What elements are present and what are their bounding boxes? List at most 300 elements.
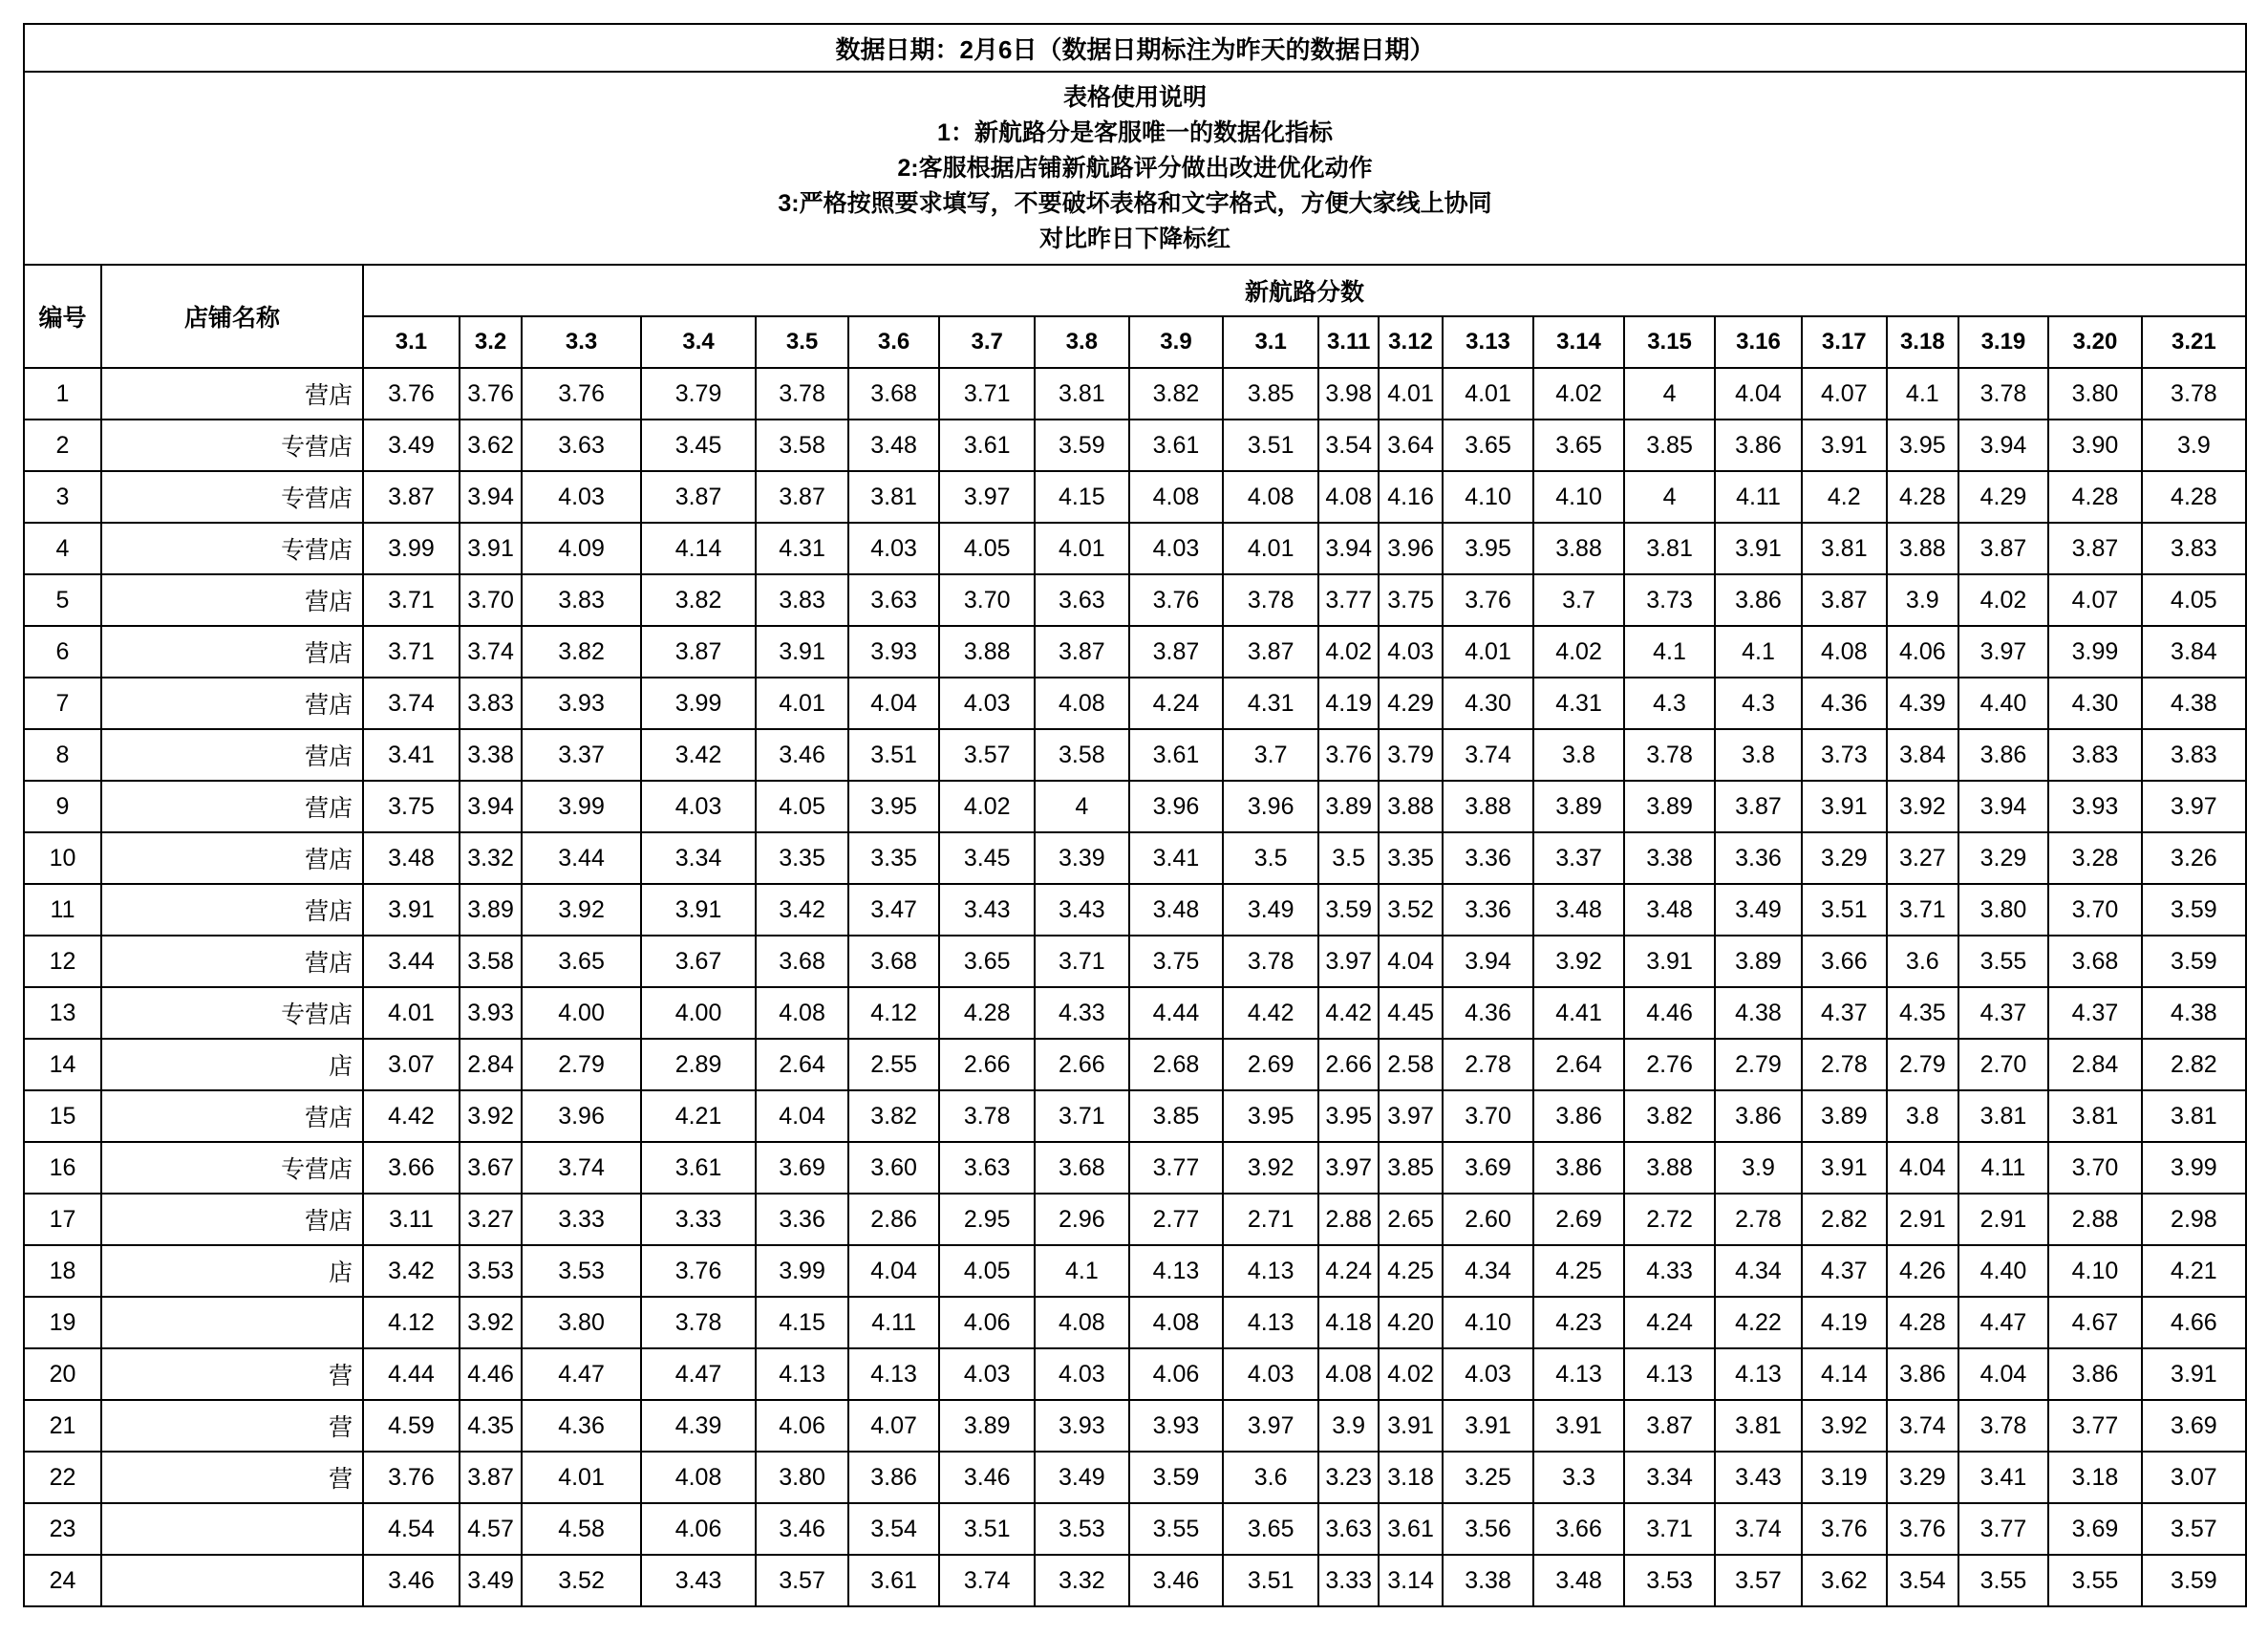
score-cell: 3.93 [848, 626, 940, 678]
notes-line-4: 对比昨日下降标红 [1038, 225, 1230, 252]
score-cell: 4.47 [1958, 1297, 2048, 1348]
score-cell: 3.70 [1443, 1090, 1534, 1142]
score-cell: 3.61 [1129, 420, 1224, 471]
score-cell: 3.63 [1318, 1503, 1379, 1555]
score-cell: 3.29 [1802, 832, 1887, 884]
score-cell: 3.9 [2142, 420, 2246, 471]
score-cell: 4.36 [522, 1400, 641, 1452]
score-cell: 3.68 [848, 368, 940, 420]
date-column-header: 3.4 [641, 316, 756, 368]
score-cell: 3.74 [1715, 1503, 1801, 1555]
score-cell: 3.86 [1715, 574, 1801, 626]
score-cell: 3.46 [363, 1555, 460, 1606]
score-cell: 4.37 [1958, 987, 2048, 1039]
score-cell: 3.71 [363, 626, 460, 678]
score-cell: 3.57 [2142, 1503, 2246, 1555]
score-cell: 3.63 [939, 1142, 1035, 1194]
score-cell: 4.06 [641, 1503, 756, 1555]
score-cell: 3.65 [522, 936, 641, 987]
score-cell: 3.76 [1802, 1503, 1887, 1555]
row-index: 8 [24, 729, 101, 781]
score-cell: 3.94 [1958, 420, 2048, 471]
score-cell: 3.69 [756, 1142, 848, 1194]
table-row [24, 471, 2246, 523]
store-name: 营店 [101, 626, 363, 678]
score-cell: 4.01 [522, 1452, 641, 1503]
score-cell: 4.10 [1443, 471, 1534, 523]
score-cell: 3.42 [641, 729, 756, 781]
score-cell: 4.46 [1624, 987, 1716, 1039]
score-cell: 3.43 [1035, 884, 1129, 936]
score-cell: 4.02 [1958, 574, 2048, 626]
store-name: 营店 [101, 936, 363, 987]
score-cell: 3.86 [1958, 729, 2048, 781]
score-cell: 3.77 [1129, 1142, 1224, 1194]
score-cell: 4.01 [1443, 626, 1534, 678]
score-cell: 2.82 [1802, 1194, 1887, 1245]
score-cell: 4.30 [2048, 678, 2142, 729]
score-cell: 3.66 [1533, 1503, 1623, 1555]
date-column-header: 3.2 [460, 316, 522, 368]
score-cell: 4.10 [1443, 1297, 1534, 1348]
score-cell: 3.87 [1624, 1400, 1716, 1452]
usage-notes [24, 72, 2246, 265]
score-cell: 3.78 [2142, 368, 2246, 420]
score-cell: 2.86 [848, 1194, 940, 1245]
score-cell: 3.61 [848, 1555, 940, 1606]
score-cell: 4.42 [1318, 987, 1379, 1039]
score-cell: 3.32 [1035, 1555, 1129, 1606]
score-cell: 4.13 [1715, 1348, 1801, 1400]
score-cell: 4.20 [1379, 1297, 1442, 1348]
score-cell: 3.88 [1887, 523, 1958, 574]
date-column-header: 3.8 [1035, 316, 1129, 368]
score-cell: 3.99 [641, 678, 756, 729]
score-cell: 4.15 [756, 1297, 848, 1348]
score-cell: 3.61 [939, 420, 1035, 471]
score-cell: 4.25 [1533, 1245, 1623, 1297]
store-name: 营店 [101, 832, 363, 884]
store-name: 营店 [101, 884, 363, 936]
score-cell: 3.76 [641, 1245, 756, 1297]
score-cell: 2.64 [1533, 1039, 1623, 1090]
table-row [24, 420, 2246, 471]
score-cell: 3.70 [2048, 1142, 2142, 1194]
table-row [24, 781, 2246, 832]
score-cell: 4.30 [1443, 678, 1534, 729]
table-row [24, 987, 2246, 1039]
score-cell: 3.78 [939, 1090, 1035, 1142]
score-cell: 3.71 [1887, 884, 1958, 936]
score-cell: 3.51 [1223, 1555, 1318, 1606]
score-cell: 4.02 [939, 781, 1035, 832]
date-column-header: 3.1 [363, 316, 460, 368]
score-cell: 4.67 [2048, 1297, 2142, 1348]
score-cell: 3.96 [1129, 781, 1224, 832]
row-index: 2 [24, 420, 101, 471]
score-cell: 2.82 [2142, 1039, 2246, 1090]
score-cell: 3.96 [522, 1090, 641, 1142]
score-cell: 2.65 [1379, 1194, 1442, 1245]
score-cell: 3.53 [460, 1245, 522, 1297]
score-cell: 3.90 [2048, 420, 2142, 471]
score-cell: 3.44 [522, 832, 641, 884]
score-cell: 2.89 [641, 1039, 756, 1090]
score-cell: 3.57 [756, 1555, 848, 1606]
score-cell: 3.82 [641, 574, 756, 626]
row-index: 16 [24, 1142, 101, 1194]
score-cell: 2.98 [2142, 1194, 2246, 1245]
score-cell: 2.78 [1715, 1194, 1801, 1245]
row-index: 18 [24, 1245, 101, 1297]
score-cell: 3.52 [1379, 884, 1442, 936]
score-cell: 3.8 [1533, 729, 1623, 781]
score-cell: 3.68 [1035, 1142, 1129, 1194]
score-cell: 4.19 [1802, 1297, 1887, 1348]
score-cell: 3.58 [756, 420, 848, 471]
score-cell: 3.36 [1715, 832, 1801, 884]
score-cell: 3.34 [641, 832, 756, 884]
score-cell: 4.15 [1035, 471, 1129, 523]
score-cell: 3.51 [848, 729, 940, 781]
score-cell: 3.95 [848, 781, 940, 832]
score-cell: 3.97 [1958, 626, 2048, 678]
score-cell: 3.61 [1129, 729, 1224, 781]
score-cell: 3.91 [756, 626, 848, 678]
score-cell: 3.48 [1533, 884, 1623, 936]
store-name: 营店 [101, 1090, 363, 1142]
score-cell: 3.35 [848, 832, 940, 884]
score-cell: 4.06 [939, 1297, 1035, 1348]
store-name: 营店 [101, 678, 363, 729]
table-row [24, 1194, 2246, 1245]
score-cell: 3.89 [1533, 781, 1623, 832]
score-cell: 4.03 [939, 1348, 1035, 1400]
score-group-header: 新航路分数 [363, 265, 2246, 316]
score-cell: 3.77 [2048, 1400, 2142, 1452]
score-cell: 4.09 [522, 523, 641, 574]
score-cell: 2.88 [1318, 1194, 1379, 1245]
score-cell: 3.68 [2048, 936, 2142, 987]
store-name: 专营店 [101, 420, 363, 471]
score-cell: 3.89 [460, 884, 522, 936]
score-cell: 2.78 [1802, 1039, 1887, 1090]
score-cell: 2.88 [2048, 1194, 2142, 1245]
score-cell: 3.59 [2142, 1555, 2246, 1606]
score-cell: 4.06 [756, 1400, 848, 1452]
score-cell: 3.55 [2048, 1555, 2142, 1606]
score-cell: 3.6 [1223, 1452, 1318, 1503]
score-cell: 4.66 [2142, 1297, 2246, 1348]
store-name [101, 1555, 363, 1606]
score-cell: 3.86 [1715, 1090, 1801, 1142]
row-index: 20 [24, 1348, 101, 1400]
score-cell: 3.92 [460, 1297, 522, 1348]
data-date-title: 数据日期：2月6日（数据日期标注为昨天的数据日期） [24, 24, 2246, 72]
row-index: 21 [24, 1400, 101, 1452]
score-cell: 3.81 [1624, 523, 1716, 574]
score-cell: 3.89 [1624, 781, 1716, 832]
score-cell: 4.05 [2142, 574, 2246, 626]
score-cell: 3.51 [939, 1503, 1035, 1555]
table-row [24, 1452, 2246, 1503]
score-cell: 3.69 [2048, 1503, 2142, 1555]
score-cell: 3.87 [641, 471, 756, 523]
score-cell: 4.28 [2048, 471, 2142, 523]
score-cell: 3.83 [522, 574, 641, 626]
date-column-header: 3.17 [1802, 316, 1887, 368]
score-cell: 4.47 [522, 1348, 641, 1400]
score-table [23, 23, 2247, 1607]
score-cell: 3.85 [1223, 368, 1318, 420]
score-cell: 3.36 [1443, 832, 1534, 884]
score-cell: 4.01 [1223, 523, 1318, 574]
score-cell: 4 [1035, 781, 1129, 832]
score-cell: 3.78 [1624, 729, 1716, 781]
table-row [24, 574, 2246, 626]
score-cell: 4.26 [1887, 1245, 1958, 1297]
score-cell: 4.40 [1958, 678, 2048, 729]
score-cell: 3.94 [1443, 936, 1534, 987]
score-cell: 4.01 [1379, 368, 1442, 420]
score-cell: 4.24 [1129, 678, 1224, 729]
score-cell: 3.49 [1035, 1452, 1129, 1503]
score-cell: 4.00 [641, 987, 756, 1039]
score-cell: 3.48 [848, 420, 940, 471]
score-cell: 3.92 [1533, 936, 1623, 987]
score-cell: 3.71 [1624, 1503, 1716, 1555]
score-cell: 4.59 [363, 1400, 460, 1452]
date-column-header: 3.7 [939, 316, 1035, 368]
score-cell: 4.03 [1129, 523, 1224, 574]
score-cell: 3.76 [460, 368, 522, 420]
score-cell: 3.19 [1802, 1452, 1887, 1503]
score-cell: 3.63 [848, 574, 940, 626]
score-cell: 3.74 [522, 1142, 641, 1194]
score-cell: 3.94 [1318, 523, 1379, 574]
score-cell: 2.70 [1958, 1039, 2048, 1090]
table-row [24, 1245, 2246, 1297]
score-cell: 3.76 [363, 368, 460, 420]
score-cell: 4.38 [1715, 987, 1801, 1039]
score-cell: 2.95 [939, 1194, 1035, 1245]
table-row [24, 1348, 2246, 1400]
score-cell: 4.05 [939, 1245, 1035, 1297]
score-cell: 4.11 [1958, 1142, 2048, 1194]
score-cell: 4.02 [1533, 368, 1623, 420]
score-cell: 3.55 [1958, 936, 2048, 987]
score-cell: 3.68 [756, 936, 848, 987]
score-cell: 4.03 [1035, 1348, 1129, 1400]
score-cell: 4.00 [522, 987, 641, 1039]
score-cell: 3.64 [1379, 420, 1442, 471]
row-index: 11 [24, 884, 101, 936]
score-cell: 3.33 [1318, 1555, 1379, 1606]
score-cell: 3.53 [1624, 1555, 1716, 1606]
score-cell: 3.86 [848, 1452, 940, 1503]
score-cell: 3.29 [1958, 832, 2048, 884]
score-cell: 2.66 [1318, 1039, 1379, 1090]
score-cell: 3.54 [1318, 420, 1379, 471]
score-cell: 3.91 [1379, 1400, 1442, 1452]
score-cell: 3.91 [1443, 1400, 1534, 1452]
score-cell: 3.76 [363, 1452, 460, 1503]
score-cell: 3.87 [2048, 523, 2142, 574]
score-cell: 4.24 [1318, 1245, 1379, 1297]
score-cell: 3.91 [1624, 936, 1716, 987]
score-cell: 3.99 [2048, 626, 2142, 678]
score-cell: 3.97 [1223, 1400, 1318, 1452]
store-name: 营店 [101, 781, 363, 832]
score-cell: 4.31 [756, 523, 848, 574]
score-cell: 4.06 [1129, 1348, 1224, 1400]
score-cell: 3.82 [1129, 368, 1224, 420]
score-cell: 3.75 [1379, 574, 1442, 626]
score-cell: 3.29 [1887, 1452, 1958, 1503]
table-row [24, 523, 2246, 574]
score-cell: 4.08 [1129, 1297, 1224, 1348]
score-cell: 3.44 [363, 936, 460, 987]
score-cell: 3.68 [848, 936, 940, 987]
score-cell: 3.65 [1223, 1503, 1318, 1555]
score-cell: 4.16 [1379, 471, 1442, 523]
score-cell: 4.08 [1223, 471, 1318, 523]
score-cell: 3.43 [939, 884, 1035, 936]
score-cell: 3.75 [1129, 936, 1224, 987]
score-cell: 3.54 [1887, 1555, 1958, 1606]
score-cell: 3.7 [1223, 729, 1318, 781]
score-cell: 3.07 [2142, 1452, 2246, 1503]
score-cell: 3.92 [460, 1090, 522, 1142]
row-index: 6 [24, 626, 101, 678]
score-cell: 3.97 [1318, 936, 1379, 987]
score-cell: 3.99 [2142, 1142, 2246, 1194]
score-cell: 4.38 [2142, 987, 2246, 1039]
score-cell: 3.46 [1129, 1555, 1224, 1606]
score-cell: 3.91 [1533, 1400, 1623, 1452]
score-cell: 3.57 [939, 729, 1035, 781]
score-cell: 4.13 [756, 1348, 848, 1400]
score-cell: 3.69 [1443, 1142, 1534, 1194]
score-cell: 2.55 [848, 1039, 940, 1090]
score-cell: 3.45 [641, 420, 756, 471]
score-cell: 3.41 [363, 729, 460, 781]
score-cell: 3.91 [363, 884, 460, 936]
table-row [24, 1297, 2246, 1348]
score-cell: 3.87 [460, 1452, 522, 1503]
score-cell: 3.38 [460, 729, 522, 781]
score-cell: 3.74 [363, 678, 460, 729]
store-name: 专营店 [101, 471, 363, 523]
score-cell: 3.47 [848, 884, 940, 936]
score-cell: 3.28 [2048, 832, 2142, 884]
score-cell: 4.08 [1318, 1348, 1379, 1400]
score-cell: 3.61 [1379, 1503, 1442, 1555]
score-cell: 4.02 [1379, 1348, 1442, 1400]
score-cell: 3.79 [1379, 729, 1442, 781]
score-cell: 3.91 [1802, 1142, 1887, 1194]
score-cell: 3.91 [641, 884, 756, 936]
score-cell: 3.91 [1715, 523, 1801, 574]
score-cell: 2.77 [1129, 1194, 1224, 1245]
score-cell: 2.69 [1533, 1194, 1623, 1245]
score-cell: 3.48 [1533, 1555, 1623, 1606]
score-cell: 3.94 [460, 781, 522, 832]
score-cell: 3.51 [1802, 884, 1887, 936]
score-cell: 3.83 [460, 678, 522, 729]
score-cell: 3.65 [1533, 420, 1623, 471]
date-column-header: 3.5 [756, 316, 848, 368]
score-cell: 4.07 [1802, 368, 1887, 420]
store-name: 专营店 [101, 987, 363, 1039]
score-cell: 4.08 [1129, 471, 1224, 523]
score-cell: 4.21 [641, 1090, 756, 1142]
score-cell: 3.53 [1035, 1503, 1129, 1555]
table-row [24, 1503, 2246, 1555]
score-cell: 3.71 [1035, 1090, 1129, 1142]
score-cell: 3.76 [1129, 574, 1224, 626]
score-cell: 3.88 [1379, 781, 1442, 832]
score-cell: 4.29 [1379, 678, 1442, 729]
score-cell: 3.97 [2142, 781, 2246, 832]
date-column-header: 3.19 [1958, 316, 2048, 368]
score-cell: 3.49 [363, 420, 460, 471]
score-cell: 3.63 [522, 420, 641, 471]
score-cell: 3.85 [1624, 420, 1716, 471]
column-header-index: 编号 [24, 265, 101, 368]
score-cell: 4.47 [641, 1348, 756, 1400]
score-cell: 4.3 [1715, 678, 1801, 729]
score-cell: 3.18 [2048, 1452, 2142, 1503]
score-cell: 3.38 [1443, 1555, 1534, 1606]
score-cell: 2.66 [939, 1039, 1035, 1090]
score-cell: 3.59 [1035, 420, 1129, 471]
score-cell: 3.59 [2142, 884, 2246, 936]
score-cell: 4.12 [363, 1297, 460, 1348]
score-cell: 3.99 [756, 1245, 848, 1297]
score-cell: 3.65 [939, 936, 1035, 987]
score-cell: 4.31 [1223, 678, 1318, 729]
score-cell: 3.74 [939, 1555, 1035, 1606]
score-cell: 3.67 [641, 936, 756, 987]
score-cell: 2.64 [756, 1039, 848, 1090]
score-cell: 3.91 [1802, 781, 1887, 832]
score-cell: 3.86 [1533, 1090, 1623, 1142]
score-cell: 3.63 [1035, 574, 1129, 626]
score-cell: 3.07 [363, 1039, 460, 1090]
score-cell: 4.08 [1035, 678, 1129, 729]
score-cell: 4.1 [1887, 368, 1958, 420]
row-index: 3 [24, 471, 101, 523]
score-cell: 3.18 [1379, 1452, 1442, 1503]
score-cell: 4.03 [939, 678, 1035, 729]
date-column-header: 3.9 [1129, 316, 1224, 368]
score-cell: 4.34 [1443, 1245, 1534, 1297]
score-cell: 3.70 [460, 574, 522, 626]
score-cell: 2.58 [1379, 1039, 1442, 1090]
score-cell: 4.54 [363, 1503, 460, 1555]
score-cell: 3.56 [1443, 1503, 1534, 1555]
score-cell: 3.71 [939, 368, 1035, 420]
score-cell: 4.39 [641, 1400, 756, 1452]
score-cell: 3.81 [2142, 1090, 2246, 1142]
score-cell: 4.35 [1887, 987, 1958, 1039]
score-cell: 3.34 [1624, 1452, 1716, 1503]
score-cell: 3.9 [1318, 1400, 1379, 1452]
score-cell: 3.78 [1958, 1400, 2048, 1452]
score-cell: 4.3 [1624, 678, 1716, 729]
store-name: 营店 [101, 574, 363, 626]
